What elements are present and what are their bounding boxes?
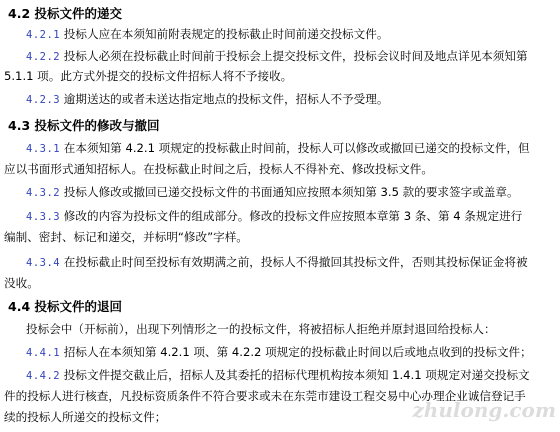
- clause-text: 在投标截止时间至投标有效期满之前，投标人不得撤回其投标文件，否则其投标保证金将被: [63, 255, 528, 269]
- clause-text: 投标文件提交截止后，招标人及其委托的招标代理机构按本须知 1.4.1 项规定对递交投标文: [63, 368, 530, 382]
- clause-4-2-2-continuation: 5.1.1 项。此方式外提交的投标文件招标人将不予接收。: [4, 69, 293, 83]
- clause-number: 4.2.2: [26, 51, 61, 63]
- clause-number: 4.3.1: [26, 143, 61, 155]
- clause-text: 逾期送达的或者未送达指定地点的投标文件，招标人不予受理。: [63, 92, 389, 106]
- clause-number: 4.3.4: [26, 257, 61, 269]
- clause-text: 投标人修改或撤回已递交投标文件的书面通知应按照本须知第 3.5 款的要求签字或盖章。: [63, 185, 519, 199]
- section-heading-4-4: 4.4 投标文件的退回: [8, 299, 122, 314]
- clause-text: 招标人在本须知第 4.2.1 项、第 4.2.2 项规定的投标截止时间以后或地点收到的投标文件；: [63, 345, 532, 359]
- clause-4-4-1: [26, 343, 532, 362]
- clause-4-2-3: [26, 90, 388, 109]
- clause-number: 4.2.3: [26, 94, 61, 106]
- clause-number: 4.3.3: [26, 211, 61, 223]
- clause-number: 4.4.1: [26, 347, 61, 359]
- clause-4-3-3-continuation: 编制、密封、标记和递交，并标明“修改”字样。: [4, 230, 248, 244]
- clause-4-2-2: [26, 47, 528, 66]
- clause-text: 投标人必须在投标截止时间前于投标会上提交投标文件，投标会议时间及地点详见本须知第: [63, 49, 528, 63]
- clause-number: 4.2.1: [26, 29, 61, 41]
- section-heading-4-2: 4.2 投标文件的递交: [8, 6, 122, 21]
- clause-4-3-1: [26, 139, 530, 158]
- clause-number: 4.3.2: [26, 187, 61, 199]
- clause-4-3-3: [26, 207, 522, 226]
- clause-4-3-4-continuation: 没收。: [4, 276, 39, 290]
- clause-number: 4.4.2: [26, 370, 61, 382]
- section-4-4-intro: 投标会中（开标前），出现下列情形之一的投标文件，将被招标人拒绝并原封退回给投标人：: [26, 322, 496, 336]
- clause-4-4-2: [26, 366, 530, 385]
- clause-4-2-1: [26, 25, 388, 44]
- clause-text: 在本须知第 4.2.1 项规定的投标截止时间前，投标人可以修改或撤回已递交的投标文件，但: [63, 141, 530, 155]
- section-heading-4-3: 4.3 投标文件的修改与撤回: [8, 118, 160, 133]
- clause-4-4-2-continuation-2: 续的投标人所递交的投标文件；: [4, 410, 167, 424]
- clause-text: 修改的内容为投标文件的组成部分。修改的投标文件应按照本章第 3 条、第 4 条规定进行: [63, 209, 523, 223]
- clause-4-3-1-continuation: 应以书面形式通知招标人。在投标截止时间之后，投标人不得补充、修改投标文件。: [4, 162, 433, 176]
- clause-4-3-2: [26, 183, 519, 202]
- clause-4-4-2-continuation: 件的投标人进行核查，凡投标资质条件不符合要求或未在东莞市建设工程交易中心办理企业诚信登记手: [4, 389, 526, 403]
- clause-text: 投标人应在本须知前附表规定的投标截止时间前递交投标文件。: [63, 27, 389, 41]
- clause-4-3-4: [26, 253, 528, 272]
- watermark: zhulong.com: [412, 398, 556, 422]
